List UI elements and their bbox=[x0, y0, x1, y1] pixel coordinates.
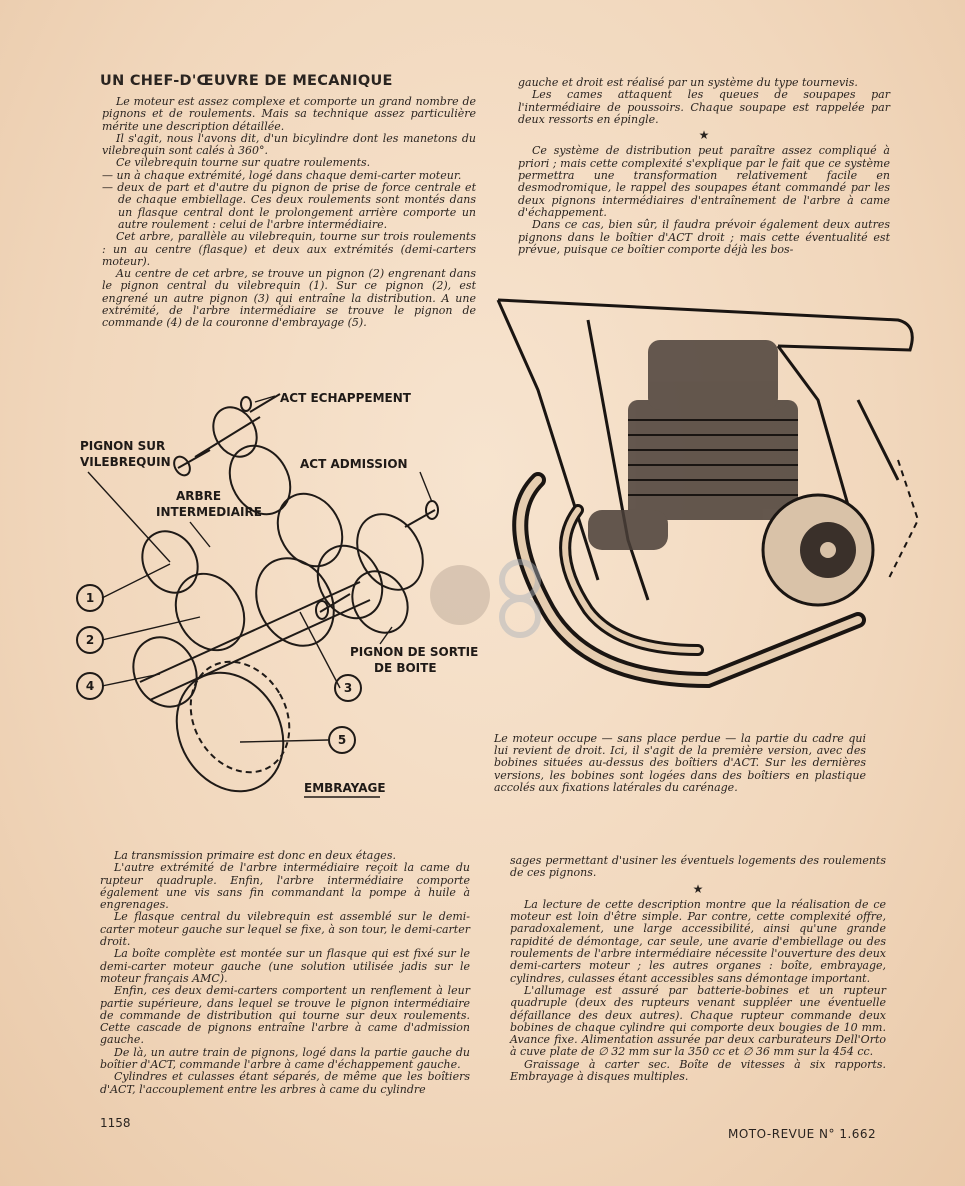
page-number: 1158 bbox=[100, 1116, 131, 1130]
paragraph: L'autre extrémité de l'arbre intermédiaire reçoit la came du rupteur quadruple. Enfin, l'arbre intermédiaire comporte également une vis sans fin commandant la pompe à huile à engrenages. bbox=[100, 861, 470, 912]
star-separator-2: ★ bbox=[692, 881, 704, 896]
paragraph: Enfin, ces deux demi-carters comportent un renflement à leur partie supérieure, dans lequel se trouve le pignon intermédiaire de commande de distribution qui tourne sur deux roulements. Cette cascade de pignons entraîne l'arbre à came d'admission gauche. bbox=[100, 984, 470, 1047]
paragraph: La transmission primaire est donc en deux étages. bbox=[114, 849, 396, 862]
magazine-footer: MOTO-REVUE N° 1.662 bbox=[728, 1127, 877, 1141]
paragraph: Le moteur est assez complexe et comporte un grand nombre de pignons et de roulements. Mais sa technique assez particulière mérite une description détaillée. bbox=[102, 95, 476, 133]
gear-diagram bbox=[60, 372, 480, 812]
engine-illustration bbox=[478, 280, 965, 710]
label-vilebrequin: VILEBREQUIN bbox=[80, 455, 171, 469]
label-embrayage: EMBRAYAGE bbox=[304, 781, 386, 795]
paragraph: La lecture de cette description montre que la réalisation de ce moteur est loin d'être simple. Par contre, cette complexité offre, paradoxalement, une large accessibilité, ainsi qu'une grande rapidité de démontage, car seule, une avarie d'embiellage ou des roulements de l'arbre intermédiaire nécessite l'ouverture des deux demi-carters moteur ; les autres organes : boîte, embrayage, cylindres, culasses étant accessibles sans démontage important. bbox=[510, 897, 886, 985]
paragraph: Les cames attaquent les queues de soupapes par l'intermédiaire de poussoirs. Chaque soupape est rappelée par deux ressorts en épingle. bbox=[518, 88, 890, 126]
column-2-bottom bbox=[510, 855, 886, 1083]
label-intermediaire: INTERMEDIAIRE bbox=[156, 505, 262, 519]
paragraph: La boîte complète est montée sur un flasque qui est fixé sur le demi-carter moteur gauche (une solution utilisée jadis sur le moteur français AMC). bbox=[100, 947, 470, 985]
label-pignon-de-sortie: PIGNON DE SORTIE bbox=[350, 645, 479, 659]
star-separator: ★ bbox=[698, 128, 710, 143]
label-4: 4 bbox=[85, 679, 95, 693]
paragraph: L'allumage est assuré par batterie-bobines et un rupteur quadruple (deux des rupteurs venant suppléer une éventuelle défaillance des deux autres). Chaque rupteur commande deux bobines de chaque cylindre qui comporte deux bougies de 10 mm. Avance fixe. Alimentation assurée par deux carburateurs Dell'Orto à cuve plate de ∅ 32 mm sur la 350 cc et ∅ 36 mm sur la 454 cc. bbox=[510, 983, 886, 1059]
paragraph: Dans ce cas, bien sûr, il faudra prévoir également deux autres pignons dans le boîtier d'ACT droit ; mais cette éventualité est prévue, puisque ce boîtier comporte déjà les bos- bbox=[518, 218, 890, 256]
article-title: UN CHEF-D'ŒUVRE DE MECANIQUE bbox=[100, 73, 393, 89]
paragraph: sages permettant d'usiner les éventuels logements des roulements de ces pignons. bbox=[510, 854, 886, 880]
paragraph: Cet arbre, parallèle au vilebrequin, tourne sur trois roulements : un au centre (flasque) et deux aux extrémités (demi-carters moteur). bbox=[102, 230, 476, 268]
paragraph: Au centre de cet arbre, se trouve un pignon (2) engrenant dans le pignon central du vilebrequin (1). Sur ce pignon (2), est engrené un autre pignon (3) qui entraîne la distribution. A une extrémité, de l'arbre intermédiaire se trouve le pignon de commande (4) de la couronne d'embrayage (5). bbox=[102, 267, 476, 330]
paragraph: — un à chaque extrémité, logé dans chaque demi-carter moteur. bbox=[102, 168, 462, 182]
label-3: 3 bbox=[343, 681, 353, 695]
paragraph: gauche et droit est réalisé par un système du type tournevis. bbox=[518, 76, 858, 89]
label-pignon-sur: PIGNON SUR bbox=[80, 439, 166, 453]
paragraph: Il s'agit, nous l'avons dit, d'un bicylindre dont les manetons du vilebrequin sont calés à 360°. bbox=[102, 131, 476, 158]
paragraph: Graissage à carter sec. Boîte de vitesses à six rapports. Embrayage à disques multiples. bbox=[510, 1057, 886, 1084]
paragraph: Ce vilebrequin tourne sur quatre roulements. bbox=[116, 156, 371, 170]
paragraph: Ce système de distribution peut paraître assez compliqué à priori ; mais cette complexité s'explique par le fait que ce système permettra une transformation relativement facile en desmodromique, le rappel des soupapes étant commandé par les deux pignons intermédiaires d'entraînement de l'arbre à came d'échappement. bbox=[518, 144, 890, 219]
paragraph: — deux de part et d'autre du pignon de prise de force centrale et de chaque embiellage. Ces deux roulements sont montés dans un flasque central dont le prolongement arrière comporte un autre roulement : celui de l'arbre intermédiaire. bbox=[102, 181, 476, 231]
label-act-admission: ACT ADMISSION bbox=[300, 457, 408, 471]
column-2-top bbox=[518, 77, 890, 256]
caption-text: Le moteur occupe — sans place perdue — la partie du cadre qui lui revient de droit. Ici, il s'agit de la première version, avec des bobines situées au-dessus des boîtiers d'ACT. Sur les dernières versions, les bobines sont logées dans des boîtiers en plastique accolés aux fixations latérales du carénage. bbox=[494, 732, 866, 794]
label-arbre: ARBRE bbox=[176, 489, 222, 503]
label-de-boite: DE BOITE bbox=[374, 661, 437, 675]
label-1: 1 bbox=[85, 591, 95, 605]
paragraph: Cylindres et culasses étant séparés, de même que les boîtiers d'ACT, l'accouplement entre les arbres à came du cylindre bbox=[100, 1070, 470, 1096]
paragraph: Le flasque central du vilebrequin est assemblé sur le demi-carter moteur gauche sur lequel se fixe, à son tour, le demi-carter droit. bbox=[100, 910, 470, 949]
column-1-top bbox=[102, 96, 476, 330]
label-act-echappement: ACT ECHAPPEMENT bbox=[280, 391, 411, 405]
watermark-logo bbox=[420, 545, 560, 645]
figure-caption bbox=[494, 733, 866, 794]
label-5: 5 bbox=[337, 733, 347, 747]
column-1-bottom bbox=[100, 850, 470, 1096]
paragraph: De là, un autre train de pignons, logé dans la partie gauche du boîtier d'ACT, commande l'arbre à came d'échappement gauche. bbox=[100, 1045, 470, 1072]
label-2: 2 bbox=[85, 633, 95, 647]
